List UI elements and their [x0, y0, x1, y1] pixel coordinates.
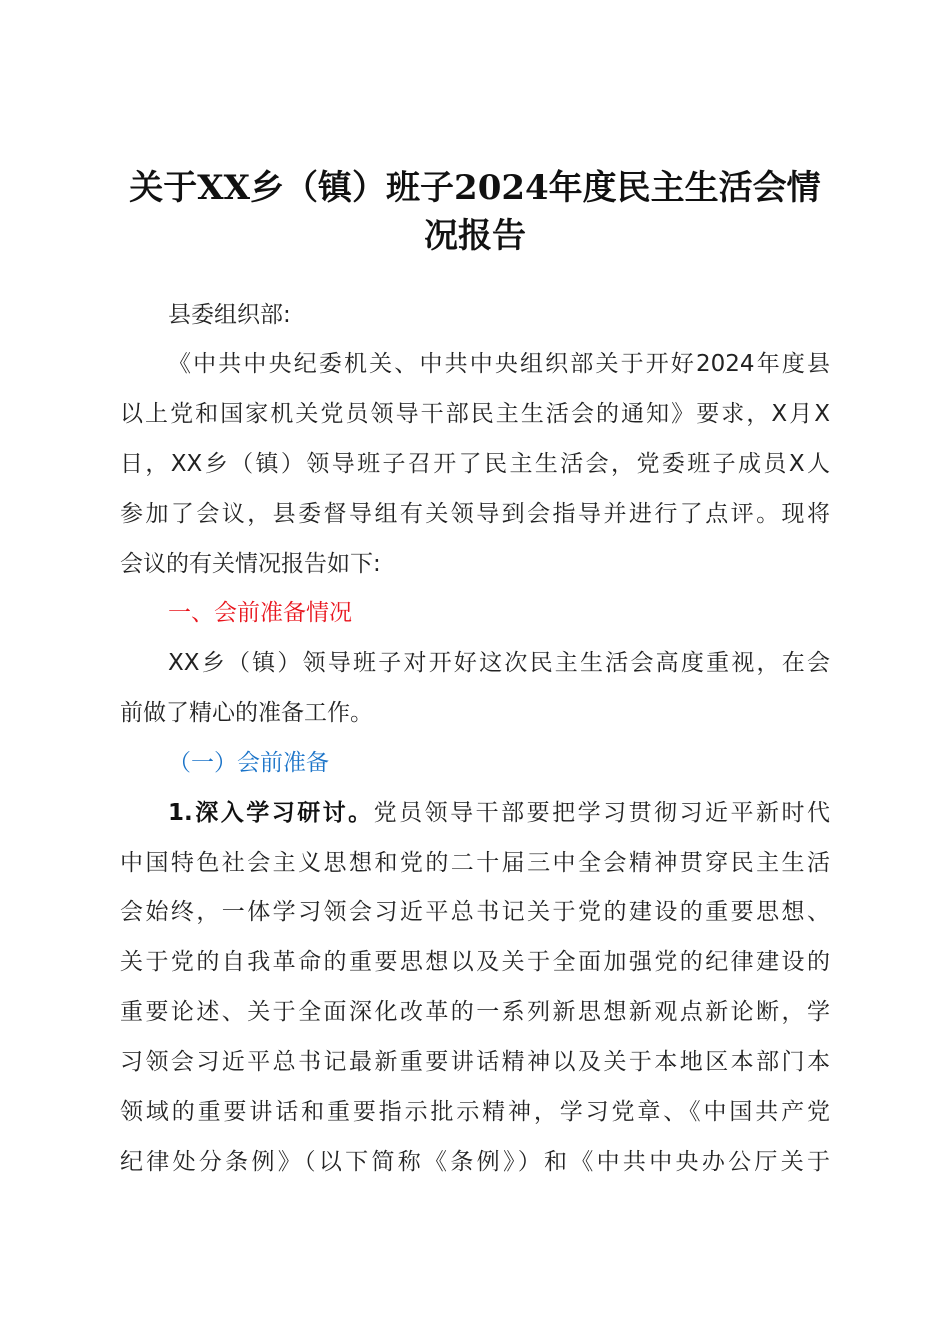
subsection-heading: （一）会前准备 [168, 750, 329, 776]
section-heading: 一、会前准备情况 [168, 600, 352, 626]
document-title-line-1: 关于XX乡（镇）班子2024年度民主生活会情 [129, 168, 821, 208]
item-label: 1.深入学习研讨。 [168, 800, 374, 826]
section-body-line: 前做了精心的准备工作。 [120, 700, 373, 726]
intro-line: 日，XX乡（镇）领导班子召开了民主生活会，党委班子成员X人 [120, 451, 830, 477]
intro-line: 《中共中央纪委机关、中共中央组织部关于开好2024年度县 [168, 351, 830, 377]
item-body-line: 习领会习近平总书记最新重要讲话精神以及关于本地区本部门本 [120, 1049, 830, 1075]
item-first-text: 党员领导干部要把学习贯彻习近平新时代 [373, 800, 831, 826]
item-body-line: 领域的重要讲话和重要指示批示精神，学习党章、《中国共产党 [120, 1099, 830, 1125]
intro-line: 会议的有关情况报告如下: [120, 551, 381, 577]
section-body-line: XX乡（镇）领导班子对开好这次民主生活会高度重视，在会 [168, 650, 830, 676]
item-body-line: 中国特色社会主义思想和党的二十届三中全会精神贯穿民主生活 [120, 850, 830, 876]
item-body-line: 会始终，一体学习领会习近平总书记关于党的建设的重要思想、 [120, 899, 830, 925]
item-body-line: 关于党的自我革命的重要思想以及关于全面加强党的纪律建设的 [120, 949, 830, 975]
intro-line: 以上党和国家机关党员领导干部民主生活会的通知》要求，X月X [120, 401, 830, 427]
item-first-line [168, 797, 830, 829]
document-title-line-2: 况报告 [424, 216, 526, 256]
item-body-line: 重要论述、关于全面深化改革的一系列新思想新观点新论断，学 [120, 999, 830, 1025]
intro-line: 参加了会议，县委督导组有关领导到会指导并进行了点评。现将 [120, 501, 830, 527]
item-body-line: 纪律处分条例》（以下简称《条例》）和《中共中央办公厅关于 [120, 1149, 830, 1175]
addressee: 县委组织部: [168, 302, 291, 328]
